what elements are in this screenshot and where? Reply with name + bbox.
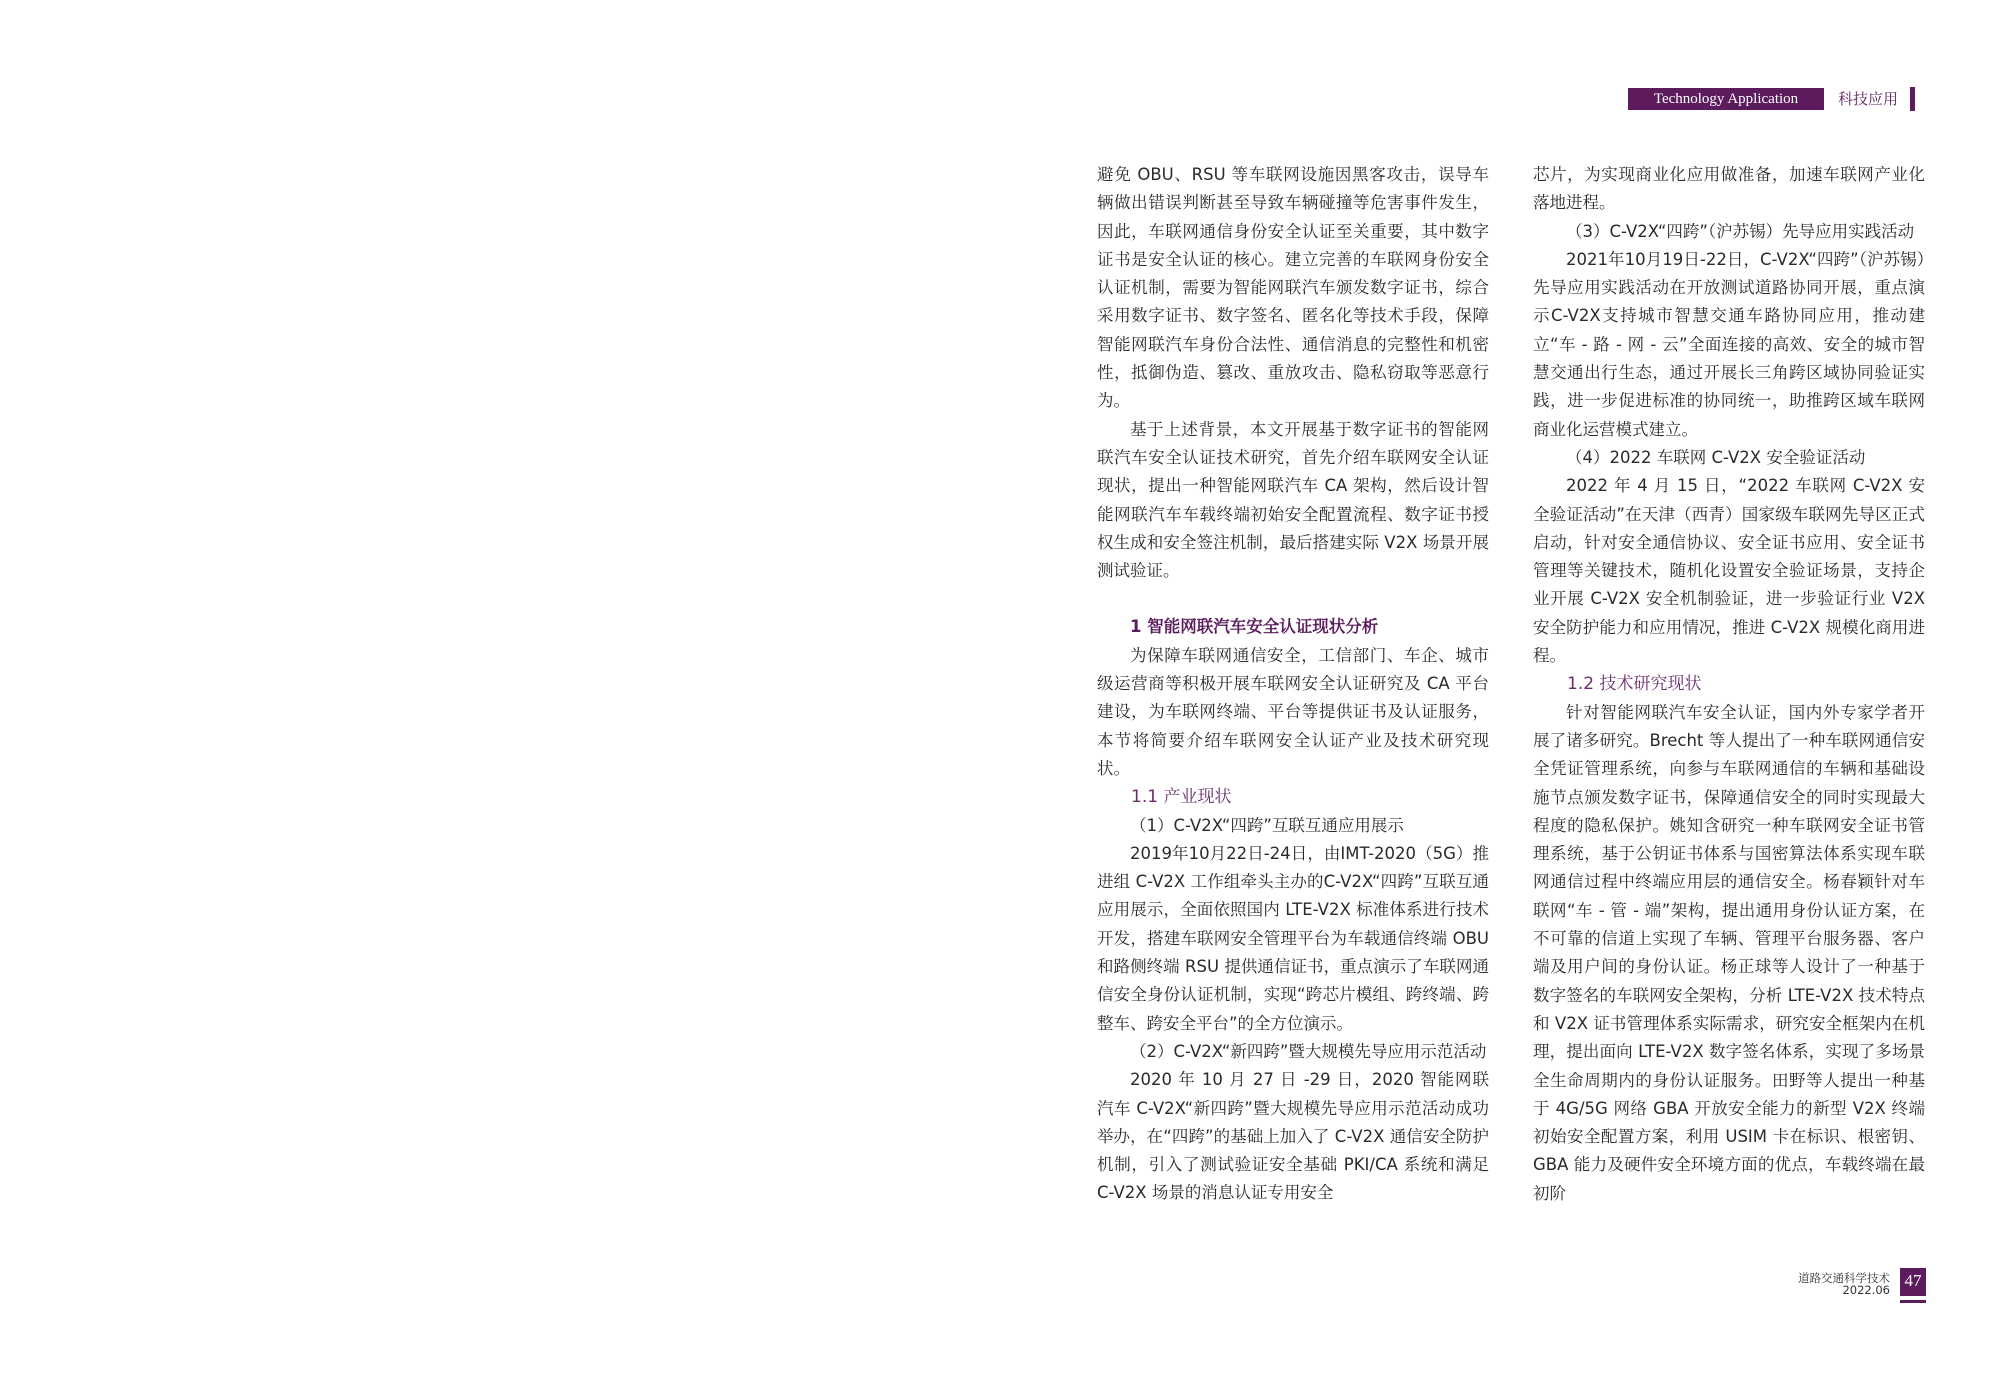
page-footer bbox=[1700, 1268, 1926, 1298]
page-header bbox=[1628, 88, 1915, 110]
subsection-heading: 1.2 技术研究现状 bbox=[1567, 674, 1702, 695]
paragraph: 2019年10月22日-24日，由IMT-2020（5G）推进组 C-V2X 工作组牵头主办的C-V2X“四跨”互联互通应用展示，全面依照国内 LTE-V2X 标准体系进行技术开发，搭建车联网安全管理平台为车载通信终端 OBU 和路侧终端 RSU 提供通信证书，重点演示了车联网通信安全身份认证机制，实现“跨芯片模组、跨终端、跨整车、跨安全平台”的全方位演示。 bbox=[1097, 843, 1489, 1033]
page-number: 47 bbox=[1900, 1268, 1926, 1296]
list-item-heading: （4）2022 车联网 C-V2X 安全验证活动 bbox=[1566, 447, 1866, 467]
header-bar bbox=[1910, 87, 1915, 111]
section-label-en: Technology Application bbox=[1628, 88, 1824, 110]
issue-date: 2022.06 bbox=[1842, 1283, 1890, 1297]
right-column bbox=[1533, 161, 1925, 1208]
journal-name: 道路交通科学技术 bbox=[1798, 1271, 1890, 1285]
left-column bbox=[1097, 161, 1489, 1208]
paragraph: 2022 年 4 月 15 日，“2022 车联网 C-V2X 安全验证活动”在天津（西青）国家级车联网先导区正式启动，针对安全通信协议、安全证书应用、安全证书管理等关键技术，随机化设置安全验证场景，支持企业开展 C-V2X 安全机制验证，进一步验证行业 V2X 安全防护能力和应用情况，推进 C-V2X 规模化商用进程。 bbox=[1533, 476, 1925, 666]
paragraph: 为保障车联网通信安全，工信部门、车企、城市级运营商等积极开展车联网安全认证研究及 CA 平台建设，为车联网终端、平台等提供证书及认证服务，本节将简要介绍车联网安全认证产业及技术研究现状。 bbox=[1097, 645, 1489, 778]
list-item-heading: （2）C-V2X“新四跨”暨大规模先导应用示范活动 bbox=[1130, 1041, 1487, 1061]
list-item-heading: （1）C-V2X“四跨”互联互通应用展示 bbox=[1130, 815, 1404, 835]
list-item-heading: （3）C-V2X“四跨”（沪苏锡）先导应用实践活动 bbox=[1566, 221, 1915, 241]
paragraph: 基于上述背景，本文开展基于数字证书的智能网联汽车安全认证技术研究，首先介绍车联网安全认证现状，提出一种智能网联汽车 CA 架构，然后设计智能网联汽车车载终端初始安全配置流程、数字证书授权生成和安全签注机制，最后搭建实际 V2X 场景开展测试验证。 bbox=[1097, 419, 1489, 581]
subsection-heading: 1.1 产业现状 bbox=[1131, 787, 1232, 808]
paragraph: 2020 年 10 月 27 日 -29 日，2020 智能网联汽车 C-V2X“新四跨”暨大规模先导应用示范活动成功举办，在“四跨”的基础上加入了 C-V2X 通信安全防护机制，引入了测试验证安全基础 PKI/CA 系统和满足 C-V2X 场景的消息认证专用安全 bbox=[1097, 1070, 1489, 1203]
paragraph: 2021年10月19日-22日，C-V2X“四跨”（沪苏锡）先导应用实践活动在开放测试道路协同开展，重点演示C-V2X支持城市智慧交通车路协同应用，推动建立“车 - 路 - 网 - 云”全面连接的高效、安全的城市智慧交通出行生态，通过开展长三角跨区域协同验证实践，进一步促进标准的协同统一，助推跨区域车联网商业化运营模式建立。 bbox=[1533, 249, 1925, 439]
paragraph: 芯片，为实现商业化应用做准备，加速车联网产业化落地进程。 bbox=[1533, 165, 1925, 213]
section-label-cn: 科技应用 bbox=[1838, 90, 1899, 108]
paragraph: 避免 OBU、RSU 等车联网设施因黑客攻击，误导车辆做出错误判断甚至导致车辆碰撞等危害事件发生，因此，车联网通信身份安全认证至关重要，其中数字证书是安全认证的核心。建立完善的车联网身份安全认证机制，需要为智能网联汽车颁发数字证书，综合采用数字证书、数字签名、匿名化等技术手段，保障智能网联汽车身份合法性、通信消息的完整性和机密性，抵御伪造、篡改、重放攻击、隐私窃取等恶意行为。 bbox=[1097, 165, 1489, 411]
page-number-underline bbox=[1900, 1300, 1926, 1303]
paragraph: 针对智能网联汽车安全认证，国内外专家学者开展了诸多研究。Brecht 等人提出了一种车联网通信安全凭证管理系统，向参与车联网通信的车辆和基础设施节点颁发数字证书，保障通信安全的同时实现最大程度的隐私保护。姚知含研究一种车联网安全证书管理系统，基于公钥证书体系与国密算法体系实现车联网通信过程中终端应用层的通信安全。杨春颖针对车联网“车 - 管 - 端”架构，提出通用身份认证方案，在不可靠的信道上实现了车辆、管理平台服务器、客户端及用户间的身份认证。杨正球等人设计了一种基于数字签名的车联网安全架构，分析 LTE-V2X 技术特点和 V2X 证书管理体系实际需求，研究安全框架内在机理，提出面向 LTE-V2X 数字签名体系，实现了多场景全生命周期内的身份认证服务。田野等人提出一种基于 4G/5G 网络 GBA 开放安全能力的新型 V2X 终端初始安全配置方案，利用 USIM 卡在标识、根密钥、GBA 能力及硬件安全环境方面的优点，车载终端在最初阶 bbox=[1533, 702, 1925, 1203]
section-heading: 1 智能网联汽车安全认证现状分析 bbox=[1130, 617, 1379, 637]
